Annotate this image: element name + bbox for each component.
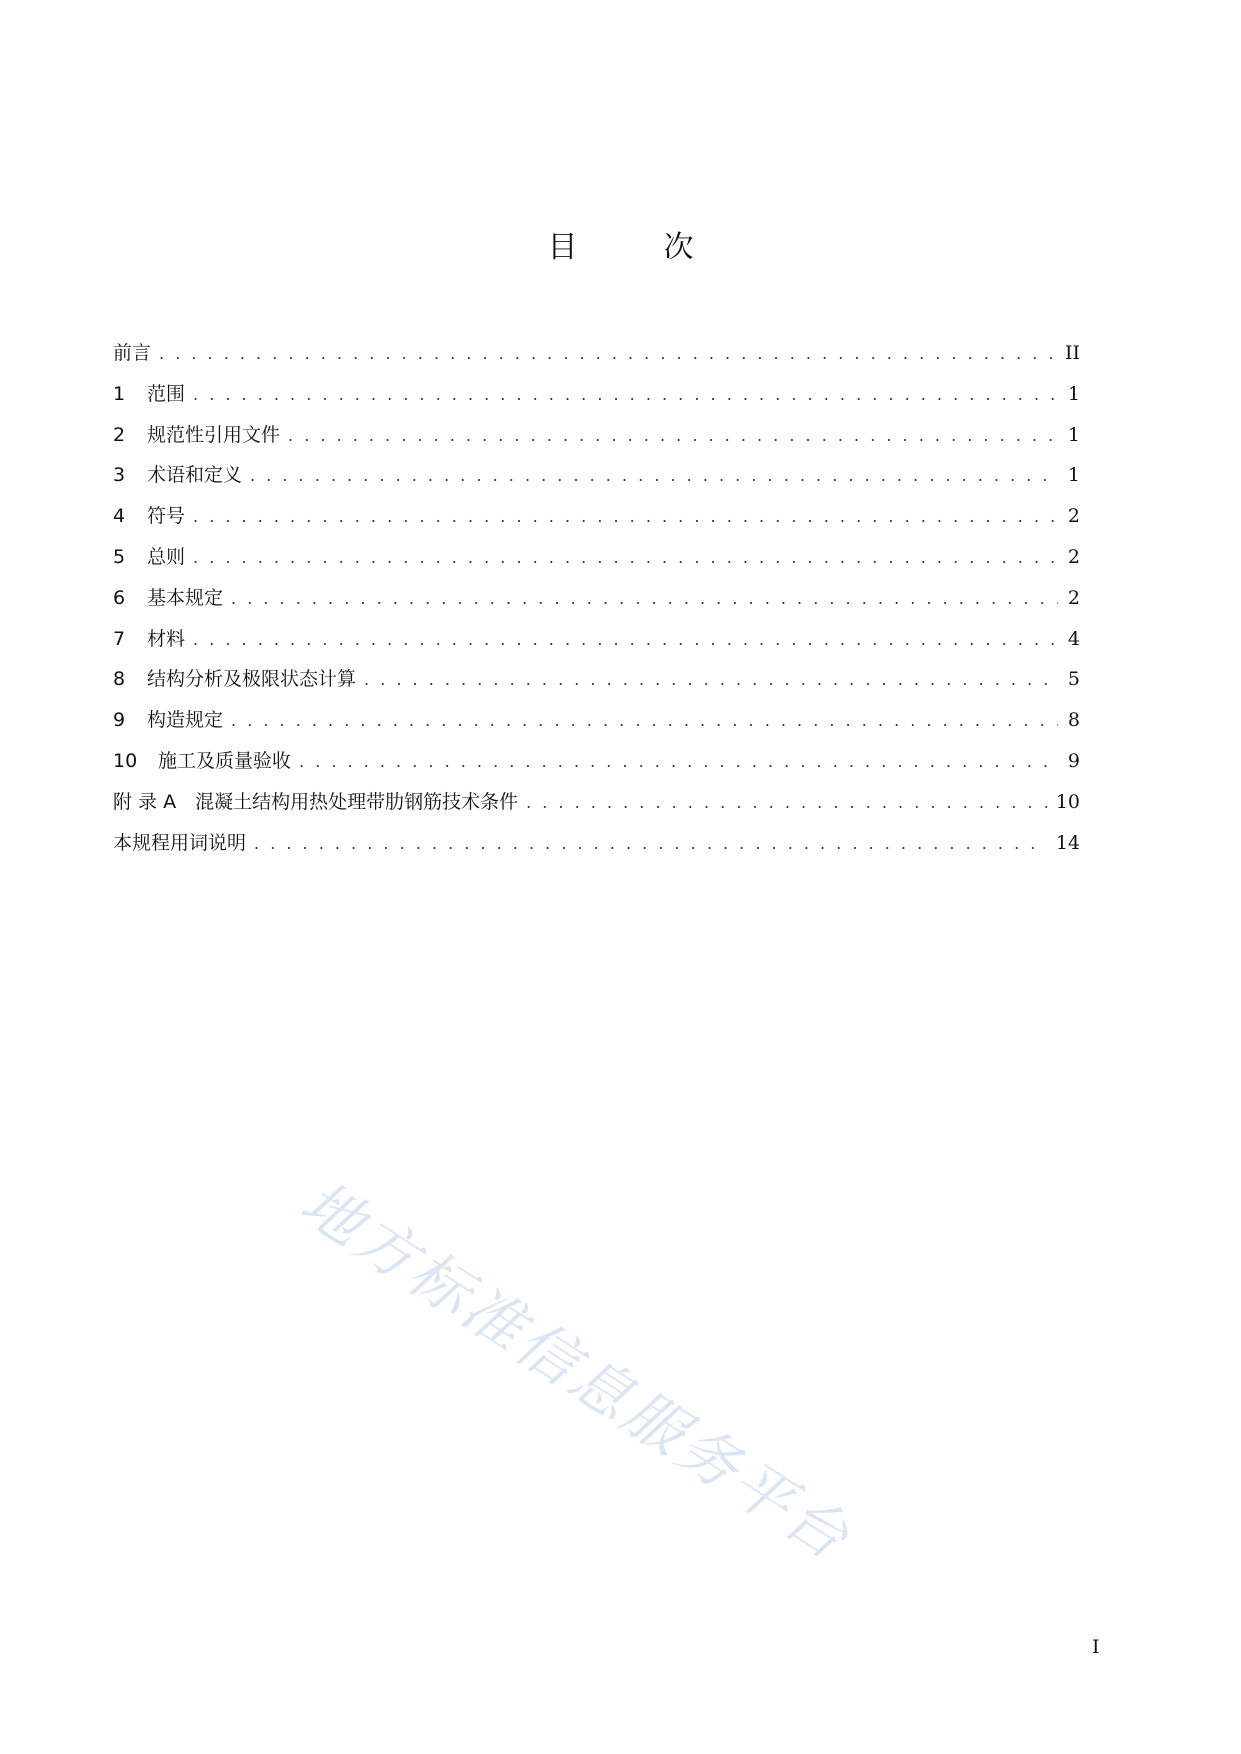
table-of-contents xyxy=(113,340,1080,870)
toc-entry-page: 5 xyxy=(1067,668,1080,691)
page-number: I xyxy=(1092,1636,1100,1658)
toc-entry-number: 5 xyxy=(113,545,126,568)
toc-entry-label: 术语和定义 xyxy=(147,464,243,487)
toc-entry-page: 1 xyxy=(1067,423,1080,446)
toc-entry-page: 1 xyxy=(1067,464,1080,487)
toc-entry-7[interactable] xyxy=(113,626,1080,667)
toc-entry-3[interactable] xyxy=(113,462,1080,503)
toc-entry-page: 10 xyxy=(1055,790,1080,813)
toc-entry-number: 10 xyxy=(113,749,138,772)
toc-entry-page: 14 xyxy=(1055,831,1080,854)
toc-entry-page: II xyxy=(1064,342,1080,364)
toc-entry-label: 构造规定 xyxy=(147,709,224,732)
toc-leader-dots xyxy=(288,423,1058,449)
toc-entry-appendix-a[interactable] xyxy=(113,789,1080,830)
page-title: 目 次 xyxy=(547,230,722,265)
toc-entry-page: 2 xyxy=(1067,586,1080,609)
toc-entry-label: 本规程用词说明 xyxy=(113,831,247,854)
toc-entry-9[interactable] xyxy=(113,707,1080,748)
toc-leader-dots xyxy=(526,790,1048,816)
toc-entry-number: 3 xyxy=(113,464,126,487)
toc-entry-page: 1 xyxy=(1067,382,1080,405)
toc-entry-label: 总则 xyxy=(147,545,186,568)
toc-entry-label: 施工及质量验收 xyxy=(158,749,292,772)
watermark: 地方标准信息服务平台 xyxy=(288,1167,864,1576)
toc-entry-label: 基本规定 xyxy=(147,586,224,609)
toc-entry-label: 材料 xyxy=(147,627,186,650)
toc-entry-page: 8 xyxy=(1067,709,1080,732)
toc-leader-dots xyxy=(299,749,1058,775)
toc-entry-label: 结构分析及极限状态计算 xyxy=(147,668,357,691)
toc-entry-number: 7 xyxy=(113,627,126,650)
toc-entry-label: 符号 xyxy=(147,505,186,528)
toc-leader-dots xyxy=(364,667,1058,693)
toc-entry-number: 1 xyxy=(113,382,126,405)
toc-leader-dots xyxy=(231,708,1058,734)
toc-entry-page: 2 xyxy=(1067,545,1080,568)
toc-entry-6[interactable] xyxy=(113,585,1080,626)
toc-entry-10[interactable] xyxy=(113,748,1080,789)
toc-entry-4[interactable] xyxy=(113,503,1080,544)
toc-entry-number: 4 xyxy=(113,505,126,528)
toc-entry-page: 2 xyxy=(1067,505,1080,528)
toc-leader-dots xyxy=(193,504,1058,530)
toc-leader-dots xyxy=(193,382,1058,408)
toc-entry-8[interactable] xyxy=(113,666,1080,707)
toc-entry-2[interactable] xyxy=(113,422,1080,463)
toc-entry-label: 范围 xyxy=(147,382,186,405)
toc-entry-label: 规范性引用文件 xyxy=(147,423,281,446)
toc-leader-dots xyxy=(193,627,1058,653)
toc-entry-number: 2 xyxy=(113,423,126,446)
toc-entry-number: 9 xyxy=(113,709,126,732)
toc-leader-dots xyxy=(250,463,1058,489)
toc-entry-page: 4 xyxy=(1067,627,1080,650)
toc-entry-5[interactable] xyxy=(113,544,1080,585)
toc-entry-foreword[interactable] xyxy=(113,340,1080,381)
toc-leader-dots xyxy=(193,545,1058,571)
toc-leader-dots xyxy=(231,586,1058,612)
toc-leader-dots xyxy=(159,341,1057,367)
toc-entry-number: 8 xyxy=(113,668,126,691)
toc-entry-wording-explanation[interactable] xyxy=(113,830,1080,871)
toc-leader-dots xyxy=(254,831,1048,857)
toc-entry-label: 附 录 A 混凝土结构用热处理带肋钢筋技术条件 xyxy=(113,790,519,813)
toc-entry-number: 6 xyxy=(113,586,126,609)
toc-entry-1[interactable] xyxy=(113,381,1080,422)
toc-entry-page: 9 xyxy=(1067,749,1080,772)
toc-entry-label: 前言 xyxy=(113,342,152,364)
